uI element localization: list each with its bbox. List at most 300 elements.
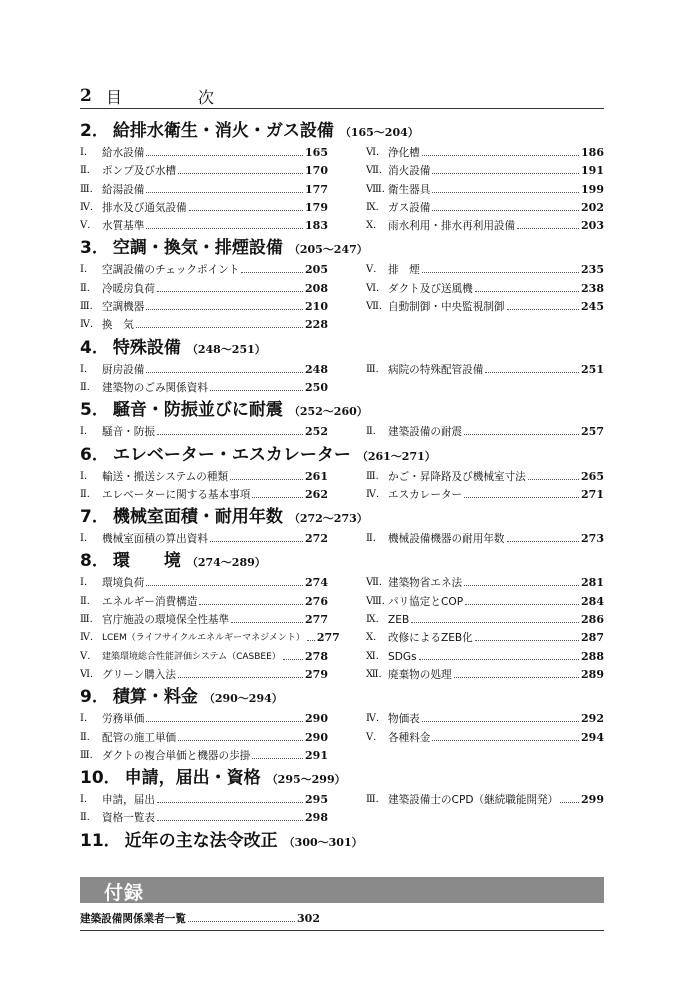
leader-dots [432,199,579,211]
entry-numeral: Ⅰ． [80,794,94,806]
entry-title: 環境負荷 [102,577,145,590]
section-title[interactable] [80,548,604,574]
leader-dots [210,379,303,391]
section-title-text: 環 境 [112,551,181,572]
entry-title: 廃棄物の処理 [388,668,452,681]
toc-section [80,335,604,398]
toc-entry[interactable] [80,468,328,486]
leader-dots [411,611,579,623]
entry-page: 251 [581,362,604,376]
entry-page: 186 [581,146,604,159]
entry-numeral: Ⅰ． [80,147,94,158]
toc-entry[interactable] [366,574,604,592]
entry-title: 雨水利用・排水再利用設備 [388,220,516,233]
section-page-range: （252～260） [288,405,368,419]
toc-entry[interactable] [80,316,328,334]
entry-title: ダクト及び送風機 [388,282,473,295]
entry-numeral: Ⅴ． [366,731,384,743]
entry-column-left [80,423,328,441]
entry-title: LCEM（ライフサイクルエネルギーマネジメント） [102,633,305,644]
entry-numeral: Ⅱ． [80,595,97,607]
entry-title: エネルギー消費構造 [102,595,198,608]
appendix-entry[interactable] [80,910,320,928]
section-number: 9． [80,687,109,708]
entry-column-right [366,361,604,398]
toc-entry[interactable] [80,199,328,217]
toc-entry[interactable] [366,791,604,809]
entry-page: 265 [581,469,604,483]
entry-page: 299 [581,793,604,807]
entry-page: 295 [305,793,328,807]
entry-page: 291 [305,748,328,762]
toc-entry[interactable] [80,423,328,441]
entry-title: 建築設備の耐震 [388,426,463,439]
leader-dots [146,361,303,373]
entry-title: 水質基準 [102,220,145,233]
toc-entry[interactable] [80,809,328,827]
toc-section [80,504,604,548]
leader-dots [432,162,579,174]
section-number: 7． [80,507,109,528]
entry-numeral: Ⅲ． [366,470,386,482]
toc-entry[interactable] [366,162,604,180]
toc-entry[interactable] [80,729,328,747]
entry-title: 建築設備士のCPD（継続職能開発） [388,794,559,807]
leader-dots [146,574,303,586]
entry-numeral: Ⅲ． [80,614,100,626]
entry-numeral: Ⅲ． [80,183,100,195]
entry-title: エスカレーター [388,488,463,501]
toc-entry[interactable] [80,574,328,592]
toc-entry[interactable] [366,298,604,316]
section-page-range: （272～273） [288,512,368,526]
entry-page: 183 [305,219,328,233]
entry-page: 277 [316,631,340,645]
entry-numeral: Ⅲ． [366,363,386,375]
page-number: 2 [80,86,92,106]
toc-entry[interactable] [80,611,328,629]
entry-numeral: Ⅷ． [366,595,392,607]
entry-title: 自動制御・中央監視制御 [388,301,505,314]
toc-section [80,828,604,854]
entry-column-right [366,261,604,334]
entry-numeral: Ⅱ． [80,812,97,824]
toc-entry[interactable] [366,530,604,548]
entry-page: 203 [581,219,604,233]
entry-title: 給水設備 [102,147,145,159]
section-title-text: 空調・換気・排煙設備 [112,238,283,259]
entry-page: 278 [305,649,328,663]
entry-title: 機械設備機器の耐用年数 [388,533,505,546]
leader-dots [475,629,579,641]
entry-numeral: Ⅱ． [80,381,97,393]
toc-entry[interactable] [80,486,328,504]
entry-page: 199 [581,182,604,196]
entry-title: 官庁施設の環境保全性基準 [102,614,230,627]
entry-numeral: Ⅳ． [80,201,100,213]
leader-dots [241,261,303,273]
entry-page: 205 [305,263,328,277]
toc-section [80,548,604,684]
section-title[interactable] [80,828,604,854]
section-page-range: （300～301） [283,835,363,849]
entry-numeral: Ⅲ． [80,749,100,761]
entry-page: 289 [581,667,604,681]
entry-numeral: Ⅰ． [80,713,94,725]
entry-column-right [366,530,604,548]
entry-title: 機械室面積の算出資料 [102,533,208,546]
toc-entry[interactable] [366,144,604,162]
entry-title: 空調機器 [102,301,145,314]
toc-entry[interactable] [80,261,328,279]
leader-dots [485,361,579,373]
entry-title: 労務単価 [102,713,145,726]
toc-entry[interactable] [80,791,328,809]
leader-dots [419,648,579,660]
entry-numeral: Ⅱ． [80,282,97,294]
entry-page: 165 [305,146,328,159]
entry-title: ガス設備 [388,201,431,214]
section-title-text: 申請，届出・資格 [124,768,261,789]
entry-numeral: Ⅲ． [80,301,100,313]
leader-dots [464,423,579,435]
leader-dots [422,144,579,156]
toc-entry[interactable] [80,629,340,647]
section-title[interactable] [80,397,604,423]
entry-page: 271 [581,487,604,501]
entry-columns [80,710,604,765]
entry-columns [80,361,604,398]
leader-dots [178,666,303,678]
appendix-label: 付録 [104,882,145,904]
leader-dots [178,162,303,174]
section-number: 5． [80,400,109,421]
section-page-range: （274～289） [186,556,266,570]
entry-title: 申請，届出 [102,794,155,807]
entry-columns [80,468,604,505]
leader-dots [210,530,303,542]
section-page-range: （295～299） [266,773,346,787]
leader-dots [136,316,303,328]
entry-page: 235 [581,263,604,277]
entry-title: 消火設備 [388,165,431,178]
entry-page: 245 [581,300,604,314]
toc-entry[interactable] [80,181,328,199]
leader-dots [231,611,303,623]
entry-numeral: Ⅶ． [366,577,389,589]
toc-section [80,765,604,828]
entry-numeral: Ⅸ． [366,614,386,626]
entry-page: 292 [581,712,604,726]
entry-page: 272 [305,532,328,546]
entry-title: 排水及び通気設備 [102,201,187,214]
section-title[interactable] [80,765,604,791]
entry-numeral: Ⅸ． [366,201,386,213]
entry-numeral: Ⅰ． [80,264,94,276]
entry-page: 288 [581,649,604,663]
section-page-range: （290～294） [203,692,283,706]
entry-title: ZEB [388,614,410,627]
entry-title: かご・昇降路及び機械室寸法 [388,470,526,483]
toc-entry[interactable] [80,666,328,684]
leader-dots [146,710,303,722]
entry-columns [80,530,604,548]
entry-page: 279 [305,667,328,681]
entry-page: 208 [305,281,328,295]
entry-numeral: Ⅴ． [80,650,98,662]
entry-columns [80,423,604,441]
entry-numeral: Ⅰ． [80,426,94,438]
leader-dots [157,423,303,435]
section-title[interactable] [80,235,604,261]
toc-entry[interactable] [80,593,328,611]
entry-numeral: Ⅶ． [366,165,389,177]
section-number: 11． [80,830,121,851]
section-title[interactable] [80,335,604,361]
leader-dots [465,593,579,605]
entry-page: 290 [305,712,328,726]
entry-column-left [80,791,328,828]
toc-entry[interactable] [366,593,604,611]
toc-entry[interactable] [366,666,604,684]
entry-columns [80,574,604,684]
entry-page: 302 [297,912,320,925]
entry-page: 294 [581,730,604,744]
entry-numeral: Ⅳ． [80,319,100,331]
page-title: 目 次 [106,88,245,107]
entry-numeral: Ⅰ． [80,470,94,482]
section-title-text: 機械室面積・耐用年数 [112,507,283,528]
entry-title: 厨房設備 [102,363,145,376]
entry-title: 騒音・防振 [102,426,155,439]
leader-dots [188,910,295,922]
section-page-range: （248～251） [186,342,266,356]
leader-dots [307,629,315,641]
leader-dots [178,729,303,741]
entry-numeral: Ⅶ． [366,301,389,313]
leader-dots [560,791,579,803]
toc-entry[interactable] [80,530,328,548]
toc-entry[interactable] [366,361,604,379]
leader-dots [189,199,303,211]
toc-entry[interactable] [366,423,604,441]
entry-column-left [80,144,328,235]
leader-dots [157,280,303,292]
entry-title: 資格一覧表 [102,812,155,825]
entry-page: 287 [581,631,604,645]
toc-entry[interactable] [80,162,328,180]
section-number: 10． [80,768,121,789]
entry-page: 277 [305,613,328,627]
toc-entry[interactable] [80,280,328,298]
toc-entry[interactable] [366,181,604,199]
entry-numeral: Ⅱ． [366,426,383,438]
section-title[interactable] [80,504,604,530]
entry-column-right [366,791,604,828]
leader-dots [432,729,579,741]
toc-entry[interactable] [366,280,604,298]
entry-page: 179 [305,200,328,214]
entry-numeral: Ⅰ． [80,363,94,375]
leader-dots [146,217,303,229]
leader-dots [199,593,303,605]
entry-column-right [366,144,604,235]
toc-section [80,397,604,441]
entry-column-left [80,574,340,684]
entry-column-right [366,468,604,505]
entry-page: 257 [581,425,604,439]
toc-section [80,235,604,334]
entry-title: パリ協定とCOP [388,595,464,608]
section-title-text: 騒音・防振並びに耐震 [112,400,283,421]
entry-numeral: Ⅹ． [366,632,384,644]
entry-numeral: Ⅳ． [366,713,386,725]
entry-page: 281 [581,576,604,590]
section-number: 3． [80,238,109,259]
entry-numeral: Ⅰ． [80,533,94,545]
leader-dots [422,710,579,722]
toc-entry[interactable] [80,217,328,235]
leader-dots [507,298,580,310]
entry-numeral: Ⅺ． [366,650,386,662]
entry-numeral: Ⅻ． [366,668,389,680]
entry-title: SDGs [388,650,417,663]
toc-entry[interactable] [366,261,604,279]
entry-columns [80,144,604,235]
toc-entry[interactable] [80,747,328,765]
entry-title: 空調設備のチェックポイント [102,264,240,277]
entry-page: 202 [581,200,604,214]
entry-numeral: Ⅷ． [366,183,392,195]
entry-page: 273 [581,532,604,546]
section-title-text: 積算・料金 [112,687,198,708]
entry-title: 換 気 [102,319,134,332]
entry-page: 170 [305,164,328,178]
entry-page: 252 [305,425,328,439]
entry-title: 建築物のごみ関係資料 [102,381,208,394]
entry-numeral: Ⅴ． [80,220,98,232]
toc-entry[interactable] [366,199,604,217]
entry-title: ポンプ及び水槽 [102,165,177,178]
entry-page: 248 [305,362,328,376]
entry-page: 191 [581,164,604,178]
entry-title: 建築物省エネ法 [388,577,463,590]
leader-dots [252,486,303,498]
toc-entry[interactable] [366,648,604,666]
entry-title: 建築環境総合性能評価システム（CASBEE） [102,651,281,662]
toc-section [80,118,604,235]
entry-numeral: Ⅱ． [80,488,97,500]
toc-entry[interactable] [80,710,328,728]
entry-title: 排 煙 [388,264,420,277]
entry-title: 衛生器具 [388,183,431,196]
toc-entry[interactable] [366,468,604,486]
entry-page: 274 [305,576,328,590]
entry-page: 250 [305,380,328,394]
section-title[interactable] [80,684,604,710]
entry-columns [80,791,604,828]
entry-title: 冷暖房負荷 [102,282,155,295]
entry-numeral: Ⅹ． [366,220,384,232]
entry-column-right [366,710,604,765]
section-page-range: （165～204） [339,126,419,139]
toc-entry[interactable] [80,910,320,928]
entry-page: 177 [305,182,328,196]
toc-section [80,442,604,505]
entry-columns [80,261,604,334]
leader-dots [146,298,303,310]
toc-entry[interactable] [80,379,328,397]
entry-numeral: Ⅱ． [366,533,383,545]
entry-page: 284 [581,594,604,608]
toc-entry[interactable] [80,648,328,666]
toc-entry[interactable] [366,486,604,504]
leader-dots [464,574,579,586]
entry-title: 物価表 [388,713,420,726]
toc-entry[interactable] [366,710,604,728]
toc-entry[interactable] [366,729,604,747]
section-number: 2． [80,121,109,141]
entry-numeral: Ⅳ． [366,488,386,500]
entry-column-left [80,530,328,548]
entry-column-right [366,423,604,441]
entry-title: 浄化槽 [388,147,420,159]
entry-numeral: Ⅵ． [366,282,387,294]
toc-entry[interactable] [366,629,604,647]
entry-column-left [80,710,328,765]
toc-entry[interactable] [80,298,328,316]
toc-entry[interactable] [80,361,328,379]
section-number: 4． [80,337,109,358]
entry-numeral: Ⅴ． [366,264,384,276]
entry-numeral: Ⅱ． [80,165,97,177]
entry-numeral: Ⅰ． [80,577,94,589]
appendix-bar [80,877,604,903]
toc-entry[interactable] [366,611,604,629]
section-title[interactable] [80,118,604,144]
entry-title: エレベーターに関する基本事項 [102,488,251,501]
entry-title: 病院の特殊配管設備 [388,363,484,376]
leader-dots [454,666,579,678]
leader-dots [283,648,303,660]
entry-numeral: Ⅵ． [80,668,101,680]
entry-title: 各種料金 [388,731,431,744]
entry-page: 261 [305,469,328,483]
section-title[interactable] [80,442,604,468]
entry-page: 298 [305,811,328,825]
entry-title: 給湯設備 [102,183,145,196]
leader-dots [230,468,303,480]
toc-entry[interactable] [366,217,604,235]
toc-entry[interactable] [80,144,328,162]
leader-dots [157,791,303,803]
leader-dots [464,486,579,498]
entry-title: 配管の施工単価 [102,731,177,744]
section-title-text: 給排水衛生・消火・ガス設備 [112,121,334,141]
leader-dots [517,217,579,229]
section-number: 6． [80,444,109,465]
leader-dots [146,181,303,193]
entry-title: 改修によるZEB化 [388,632,473,645]
entry-column-left [80,468,328,505]
entry-column-left [80,361,328,398]
entry-numeral: Ⅱ． [80,731,97,743]
page-header [80,80,604,109]
entry-column-right [366,574,604,684]
section-number: 8． [80,551,109,572]
entry-page: 276 [305,594,328,608]
entry-title: 建築設備関係業者一覧 [80,913,186,925]
